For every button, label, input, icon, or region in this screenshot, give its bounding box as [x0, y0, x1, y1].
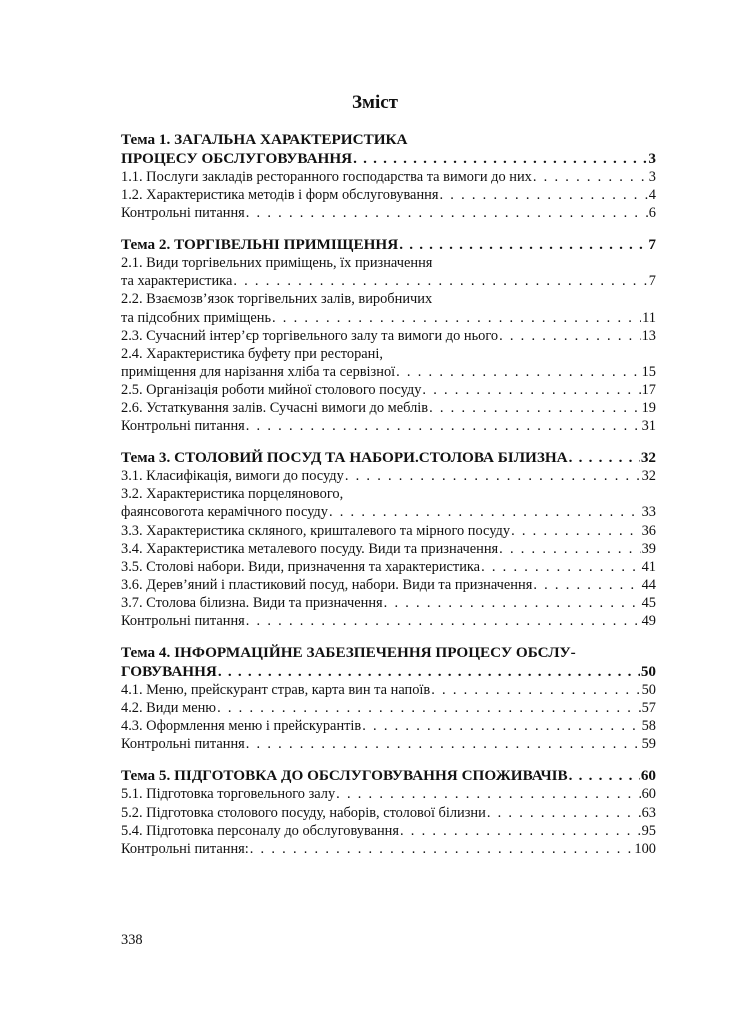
dot-leader	[362, 717, 640, 735]
toc-entry-text: 4.3. Оформлення меню і прейскурантів	[121, 718, 362, 735]
toc-entry-text: 3.2. Характеристика порцелянового,	[121, 486, 344, 503]
toc-heading-line[interactable]	[121, 130, 656, 149]
toc-entry[interactable]	[121, 785, 656, 803]
dot-leader	[487, 804, 641, 822]
dot-leader	[439, 186, 647, 204]
toc-entry-text: 2.4. Характеристика буфету при ресторані,	[121, 345, 383, 362]
dot-leader	[345, 467, 641, 485]
toc-entry-text: 4.1. Меню, прейскурант страв, карта вин та напоїв	[121, 682, 431, 699]
toc-page-number: 45	[641, 594, 656, 611]
toc-entry-text: Тема 1. ЗАГАЛЬНА ХАРАКТЕРИСТИКА	[121, 131, 408, 148]
dot-leader	[499, 327, 641, 345]
toc-page-number: 60	[640, 767, 656, 785]
toc-entry-text: Тема 3. СТОЛОВИЙ ПОСУД ТА НАБОРИ.СТОЛОВА БІЛИЗНА	[121, 449, 568, 467]
dot-leader	[246, 204, 648, 222]
dot-leader	[329, 503, 641, 521]
toc-entry[interactable]	[121, 345, 656, 363]
dot-leader	[533, 576, 640, 594]
dot-leader	[481, 558, 641, 576]
toc-entry-text: 3.3. Характеристика скляного, кришталевого та мірного посуду	[121, 522, 511, 539]
toc-entry-text: та підсобних приміщень	[121, 309, 272, 326]
dot-leader	[429, 399, 641, 417]
toc-entry[interactable]	[121, 576, 656, 594]
toc-entry[interactable]	[121, 735, 656, 753]
toc-page-number: 11	[642, 309, 656, 326]
toc-page-number: 3	[648, 150, 656, 167]
toc-entry-text: ГОВУВАННЯ	[121, 663, 217, 681]
toc-entry[interactable]	[121, 272, 656, 290]
toc-entry[interactable]	[121, 503, 656, 521]
toc-entry[interactable]	[121, 186, 656, 204]
table-of-contents	[121, 130, 656, 871]
dot-leader	[431, 681, 640, 699]
toc-entry[interactable]	[121, 681, 656, 699]
toc-section	[121, 643, 656, 753]
toc-page-number: 6	[648, 205, 656, 222]
toc-page-number: 17	[641, 381, 656, 398]
toc-entry[interactable]	[121, 399, 656, 417]
toc-page-number: 50	[640, 663, 656, 681]
toc-page-number: 3	[648, 169, 656, 185]
dot-leader	[217, 699, 641, 717]
toc-section	[121, 766, 656, 857]
toc-entry[interactable]	[121, 467, 656, 485]
toc-page-number: 95	[641, 822, 656, 839]
toc-entry-text: 3.1. Класифікація, вимоги до посуду	[121, 468, 344, 485]
toc-section	[121, 448, 656, 630]
toc-entry-text: Тема 5. ПІДГОТОВКА ДО ОБСЛУГОВУВАННЯ СПОЖИВАЧІВ	[121, 767, 568, 785]
toc-entry-text: приміщення для нарізання хліба та сервізної	[121, 363, 396, 380]
toc-entry-text: 2.6. Устаткування залів. Сучасні вимоги до меблів	[121, 400, 429, 417]
toc-entry-text: 2.5. Організація роботи мийної столового посуду	[121, 381, 422, 398]
toc-entry-text: Контрольні питання	[121, 418, 245, 435]
toc-page-number: 36	[641, 522, 656, 539]
dot-leader	[272, 309, 641, 327]
toc-section	[121, 130, 656, 222]
toc-entry-text: 3.4. Характеристика металевого посуду. Види та призначення	[121, 540, 499, 557]
toc-page-number: 63	[641, 804, 656, 821]
toc-entry[interactable]	[121, 168, 656, 186]
dot-leader	[422, 381, 640, 399]
toc-entry-text: 5.1. Підготовка торговельного залу	[121, 786, 336, 803]
toc-entry-text: Контрольні питання	[121, 205, 245, 222]
toc-page-number: 13	[641, 327, 656, 344]
toc-page-number: 7	[648, 236, 656, 254]
toc-entry[interactable]	[121, 204, 656, 222]
toc-page-number: 19	[641, 400, 656, 417]
toc-page-number: 60	[641, 786, 656, 803]
dot-leader	[353, 149, 647, 168]
toc-entry[interactable]	[121, 327, 656, 345]
dot-leader	[246, 612, 641, 630]
dot-leader	[400, 822, 641, 840]
toc-entry-text: Тема 4. ІНФОРМАЦІЙНЕ ЗАБЕЗПЕЧЕННЯ ПРОЦЕСУ ОБСЛУ-	[121, 644, 576, 662]
toc-entry-text: 3.5. Столові набори. Види, призначення та характеристика	[121, 558, 481, 575]
toc-entry-text: Контрольні питання:	[121, 840, 249, 857]
toc-entry[interactable]	[121, 485, 656, 503]
toc-page-number: 4	[648, 187, 656, 204]
toc-entry[interactable]	[121, 363, 656, 381]
toc-heading-line[interactable]	[121, 766, 656, 785]
toc-entry[interactable]	[121, 822, 656, 840]
page-number: 338	[121, 932, 143, 948]
toc-page-number: 15	[641, 363, 656, 380]
dot-leader	[396, 363, 640, 381]
toc-entry-text: Тема 2. ТОРГІВЕЛЬНІ ПРИМІЩЕННЯ	[121, 236, 399, 254]
dot-leader	[336, 785, 640, 803]
toc-entry-text: 2.2. Взаємозв’язок торгівельних залів, виробничих	[121, 291, 433, 308]
toc-page-number: 32	[640, 449, 656, 467]
toc-page-number: 49	[641, 612, 656, 629]
toc-page-number: 50	[641, 682, 656, 699]
page-title: Зміст	[351, 92, 398, 113]
toc-page-number: 44	[641, 576, 656, 593]
dot-leader	[250, 840, 634, 858]
toc-heading-line[interactable]	[121, 662, 656, 681]
toc-entry-text: ПРОЦЕСУ ОБСЛУГОВУВАННЯ	[121, 150, 353, 167]
toc-entry[interactable]	[121, 804, 656, 822]
toc-entry-text: 5.2. Підготовка столового посуду, наборів, столової білизни	[121, 804, 486, 821]
toc-entry-text: 2.1. Види торгівельних приміщень, їх призначення	[121, 255, 433, 272]
toc-page-number: 58	[641, 718, 656, 735]
toc-heading-line[interactable]	[121, 235, 656, 254]
toc-entry[interactable]	[121, 612, 656, 630]
toc-entry[interactable]	[121, 522, 656, 540]
toc-heading-line[interactable]	[121, 448, 656, 467]
toc-heading-line[interactable]	[121, 149, 656, 168]
toc-entry[interactable]	[121, 717, 656, 735]
toc-entry-text: 4.2. Види меню	[121, 700, 217, 717]
toc-page-number: 39	[641, 540, 656, 557]
toc-page-number: 33	[641, 504, 656, 521]
dot-leader	[569, 448, 640, 467]
toc-entry[interactable]	[121, 290, 656, 308]
toc-page-number: 31	[641, 418, 656, 435]
toc-entry-text: 3.7. Столова білизна. Види та призначення	[121, 594, 383, 611]
dot-leader	[499, 540, 640, 558]
toc-entry-text: 1.2. Характеристика методів і форм обслуговування	[121, 187, 439, 204]
toc-entry[interactable]	[121, 309, 656, 327]
toc-entry[interactable]	[121, 840, 656, 858]
toc-section	[121, 235, 656, 435]
toc-entry-text: Контрольні питання	[121, 736, 245, 753]
dot-leader	[384, 594, 641, 612]
dot-leader	[399, 235, 647, 254]
toc-entry-text: Контрольні питання	[121, 612, 245, 629]
toc-page-number: 7	[648, 273, 656, 290]
toc-entry[interactable]	[121, 594, 656, 612]
dot-leader	[569, 766, 640, 785]
toc-entry-text: фаянсовогота керамічного посуду	[121, 504, 328, 521]
dot-leader	[246, 417, 641, 435]
toc-entry-text: 3.6. Дерев’яний і пластиковий посуд, набори. Види та призначення	[121, 576, 533, 593]
toc-heading-line[interactable]	[121, 643, 656, 662]
toc-entry[interactable]	[121, 417, 656, 435]
toc-entry-text: 2.3. Сучасний інтер’єр торгівельного залу та вимоги до нього	[121, 327, 499, 344]
toc-entry[interactable]	[121, 699, 656, 717]
toc-entry-text: 5.4. Підготовка персоналу до обслуговування	[121, 822, 399, 839]
toc-entry[interactable]	[121, 540, 656, 558]
toc-page-number: 57	[641, 700, 656, 717]
dot-leader	[233, 272, 647, 290]
dot-leader	[511, 522, 641, 540]
toc-entry-text: 1.1. Послуги закладів ресторанного господарства та вимоги до них	[121, 169, 532, 185]
toc-entry[interactable]	[121, 381, 656, 399]
toc-page-number: 41	[641, 558, 656, 575]
toc-page-number: 100	[634, 840, 656, 857]
toc-page-number: 59	[641, 736, 656, 753]
toc-page-number: 32	[641, 468, 656, 485]
toc-entry-text: та характеристика	[121, 273, 233, 290]
dot-leader	[218, 662, 640, 681]
dot-leader	[246, 735, 641, 753]
toc-entry[interactable]	[121, 254, 656, 272]
dot-leader	[533, 168, 648, 186]
toc-entry[interactable]	[121, 558, 656, 576]
